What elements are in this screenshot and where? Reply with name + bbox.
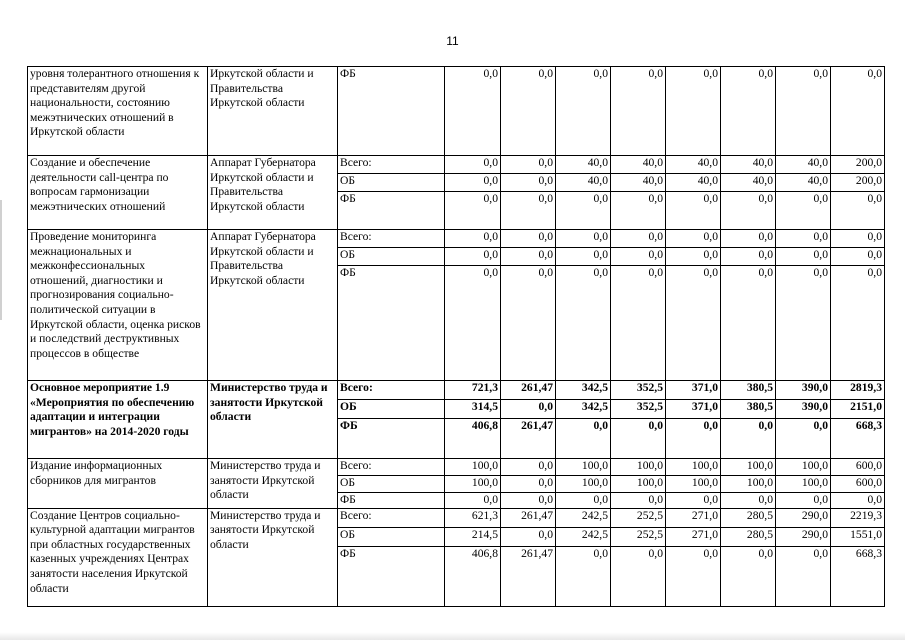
scan-shadow [0, 632, 905, 640]
value-cell: 261,47 [501, 546, 556, 606]
value-cell: 0,0 [556, 67, 611, 156]
value-cell: 100,0 [611, 476, 666, 493]
total-value-cell: 0,0 [831, 230, 885, 248]
value-cell: 271,0 [666, 527, 721, 546]
total-value-cell: 668,3 [831, 419, 885, 459]
table-row [28, 381, 885, 400]
executor-cell: Министерство труда и занятости Иркутской области [208, 381, 338, 459]
value-cell: 342,5 [556, 381, 611, 400]
value-cell: 0,0 [501, 192, 556, 230]
total-value-cell: 200,0 [831, 156, 885, 174]
value-cell: 0,0 [776, 419, 831, 459]
value-cell: 100,0 [445, 476, 501, 493]
value-cell: 0,0 [556, 192, 611, 230]
value-cell: 0,0 [501, 248, 556, 266]
value-cell: 290,0 [776, 508, 831, 527]
value-cell: 0,0 [445, 174, 501, 192]
value-cell: 100,0 [721, 459, 776, 476]
fund-source-cell: ФБ [338, 266, 445, 381]
value-cell: 0,0 [501, 266, 556, 381]
value-cell: 0,0 [445, 493, 501, 509]
executor-cell: Министерство труда и занятости Иркутской области [208, 508, 338, 606]
value-cell: 100,0 [721, 476, 776, 493]
value-cell: 261,47 [501, 381, 556, 400]
value-cell: 390,0 [776, 400, 831, 419]
table-row [28, 230, 885, 248]
value-cell: 100,0 [666, 476, 721, 493]
value-cell: 0,0 [776, 192, 831, 230]
value-cell: 406,8 [445, 546, 501, 606]
value-cell: 40,0 [776, 156, 831, 174]
value-cell: 0,0 [501, 476, 556, 493]
total-value-cell: 2219,3 [831, 508, 885, 527]
fund-source-cell: ФБ [338, 493, 445, 509]
value-cell: 280,5 [721, 508, 776, 527]
executor-cell: Аппарат Губернатора Иркутской области и Правительства Иркутской области [208, 156, 338, 230]
event-name-cell: уровня толерантного отношения к представителям другой национальности, состоянию межэтнических отношений в Иркутской области [28, 67, 208, 156]
total-value-cell: 2819,3 [831, 381, 885, 400]
total-value-cell: 600,0 [831, 476, 885, 493]
value-cell: 0,0 [666, 266, 721, 381]
value-cell: 0,0 [666, 546, 721, 606]
fund-source-cell: Всего: [338, 156, 445, 174]
value-cell: 0,0 [445, 67, 501, 156]
value-cell: 40,0 [611, 174, 666, 192]
total-value-cell: 0,0 [831, 266, 885, 381]
value-cell: 261,47 [501, 508, 556, 527]
value-cell: 0,0 [666, 493, 721, 509]
total-value-cell: 1551,0 [831, 527, 885, 546]
value-cell: 0,0 [501, 174, 556, 192]
value-cell: 721,3 [445, 381, 501, 400]
value-cell: 0,0 [611, 266, 666, 381]
value-cell: 40,0 [556, 174, 611, 192]
value-cell: 0,0 [556, 419, 611, 459]
value-cell: 252,5 [611, 527, 666, 546]
value-cell: 352,5 [611, 381, 666, 400]
executor-cell: Министерство труда и занятости Иркутской области [208, 459, 338, 509]
value-cell: 371,0 [666, 400, 721, 419]
fund-source-cell: ОБ [338, 527, 445, 546]
value-cell: 40,0 [721, 174, 776, 192]
fund-source-cell: ОБ [338, 476, 445, 493]
value-cell: 290,0 [776, 527, 831, 546]
fund-source-cell: ФБ [338, 67, 445, 156]
table-row [28, 156, 885, 174]
value-cell: 40,0 [556, 156, 611, 174]
value-cell: 40,0 [666, 174, 721, 192]
value-cell: 0,0 [501, 230, 556, 248]
value-cell: 0,0 [556, 493, 611, 509]
fund-source-cell: Всего: [338, 230, 445, 248]
value-cell: 0,0 [556, 546, 611, 606]
event-name-cell: Основное мероприятие 1.9 «Мероприятия по обеспечению адаптации и интеграции мигрантов» на 2014-2020 годы [28, 381, 208, 459]
value-cell: 0,0 [556, 266, 611, 381]
event-name-cell: Создание Центров социально-культурной адаптации мигрантов при областных государственных казенных учреждениях Центрах занятости населения Иркутской области [28, 508, 208, 606]
value-cell: 40,0 [666, 156, 721, 174]
value-cell: 0,0 [445, 156, 501, 174]
value-cell: 242,5 [556, 508, 611, 527]
fund-source-cell: ФБ [338, 546, 445, 606]
total-value-cell: 668,3 [831, 546, 885, 606]
value-cell: 0,0 [666, 67, 721, 156]
event-name-cell: Издание информационных сборников для мигрантов [28, 459, 208, 509]
value-cell: 0,0 [666, 419, 721, 459]
value-cell: 100,0 [776, 459, 831, 476]
value-cell: 0,0 [611, 493, 666, 509]
value-cell: 0,0 [666, 248, 721, 266]
value-cell: 0,0 [721, 230, 776, 248]
executor-cell: Иркутской области и Правительства Иркутской области [208, 67, 338, 156]
value-cell: 100,0 [611, 459, 666, 476]
value-cell: 0,0 [776, 546, 831, 606]
total-value-cell: 0,0 [831, 67, 885, 156]
total-value-cell: 0,0 [831, 192, 885, 230]
value-cell: 100,0 [556, 459, 611, 476]
total-value-cell: 200,0 [831, 174, 885, 192]
value-cell: 0,0 [666, 192, 721, 230]
total-value-cell: 0,0 [831, 248, 885, 266]
table-row [28, 508, 885, 527]
table-row [28, 459, 885, 476]
value-cell: 390,0 [776, 381, 831, 400]
value-cell: 0,0 [556, 248, 611, 266]
fund-source-cell: Всего: [338, 508, 445, 527]
fund-source-cell: Всего: [338, 381, 445, 400]
fund-source-cell: ФБ [338, 419, 445, 459]
value-cell: 100,0 [556, 476, 611, 493]
value-cell: 0,0 [721, 266, 776, 381]
scan-edge-mark [0, 200, 2, 320]
page-number: 11 [446, 34, 459, 48]
value-cell: 0,0 [611, 67, 666, 156]
event-name-cell: Проведение мониторинга межнациональных и межконфессиональных отношений, диагностики и прогнозирования социально-политической ситуации в Иркутской области, оценка рисков и последствий деструктивных процессов в обществе [28, 230, 208, 381]
fund-source-cell: Всего: [338, 459, 445, 476]
value-cell: 0,0 [501, 459, 556, 476]
value-cell: 100,0 [776, 476, 831, 493]
value-cell: 0,0 [721, 248, 776, 266]
value-cell: 0,0 [721, 493, 776, 509]
value-cell: 0,0 [721, 67, 776, 156]
value-cell: 0,0 [445, 266, 501, 381]
value-cell: 0,0 [501, 400, 556, 419]
value-cell: 0,0 [445, 192, 501, 230]
value-cell: 261,47 [501, 419, 556, 459]
total-value-cell: 600,0 [831, 459, 885, 476]
value-cell: 0,0 [611, 230, 666, 248]
value-cell: 100,0 [445, 459, 501, 476]
value-cell: 214,5 [445, 527, 501, 546]
total-value-cell: 2151,0 [831, 400, 885, 419]
value-cell: 406,8 [445, 419, 501, 459]
value-cell: 40,0 [611, 156, 666, 174]
value-cell: 0,0 [611, 546, 666, 606]
fund-source-cell: ОБ [338, 174, 445, 192]
value-cell: 271,0 [666, 508, 721, 527]
value-cell: 314,5 [445, 400, 501, 419]
value-cell: 0,0 [501, 527, 556, 546]
value-cell: 0,0 [611, 419, 666, 459]
value-cell: 380,5 [721, 381, 776, 400]
value-cell: 380,5 [721, 400, 776, 419]
value-cell: 0,0 [776, 248, 831, 266]
value-cell: 0,0 [556, 230, 611, 248]
value-cell: 0,0 [776, 493, 831, 509]
event-name-cell: Создание и обеспечение деятельности call-центра по вопросам гармонизации межэтнических отношений [28, 156, 208, 230]
value-cell: 100,0 [666, 459, 721, 476]
total-value-cell: 0,0 [831, 493, 885, 509]
value-cell: 0,0 [445, 230, 501, 248]
value-cell: 342,5 [556, 400, 611, 419]
value-cell: 0,0 [501, 156, 556, 174]
value-cell: 0,0 [501, 67, 556, 156]
value-cell: 0,0 [776, 230, 831, 248]
value-cell: 0,0 [721, 419, 776, 459]
fund-source-cell: ОБ [338, 248, 445, 266]
value-cell: 352,5 [611, 400, 666, 419]
value-cell: 0,0 [776, 266, 831, 381]
value-cell: 0,0 [445, 248, 501, 266]
value-cell: 0,0 [501, 493, 556, 509]
value-cell: 0,0 [721, 546, 776, 606]
value-cell: 0,0 [721, 192, 776, 230]
value-cell: 242,5 [556, 527, 611, 546]
value-cell: 40,0 [776, 174, 831, 192]
value-cell: 0,0 [611, 192, 666, 230]
value-cell: 280,5 [721, 527, 776, 546]
executor-cell: Аппарат Губернатора Иркутской области и Правительства Иркутской области [208, 230, 338, 381]
table-row [28, 67, 885, 156]
value-cell: 0,0 [611, 248, 666, 266]
budget-table [27, 66, 885, 607]
value-cell: 252,5 [611, 508, 666, 527]
value-cell: 621,3 [445, 508, 501, 527]
value-cell: 371,0 [666, 381, 721, 400]
fund-source-cell: ФБ [338, 192, 445, 230]
value-cell: 0,0 [776, 67, 831, 156]
value-cell: 0,0 [666, 230, 721, 248]
value-cell: 40,0 [721, 156, 776, 174]
fund-source-cell: ОБ [338, 400, 445, 419]
